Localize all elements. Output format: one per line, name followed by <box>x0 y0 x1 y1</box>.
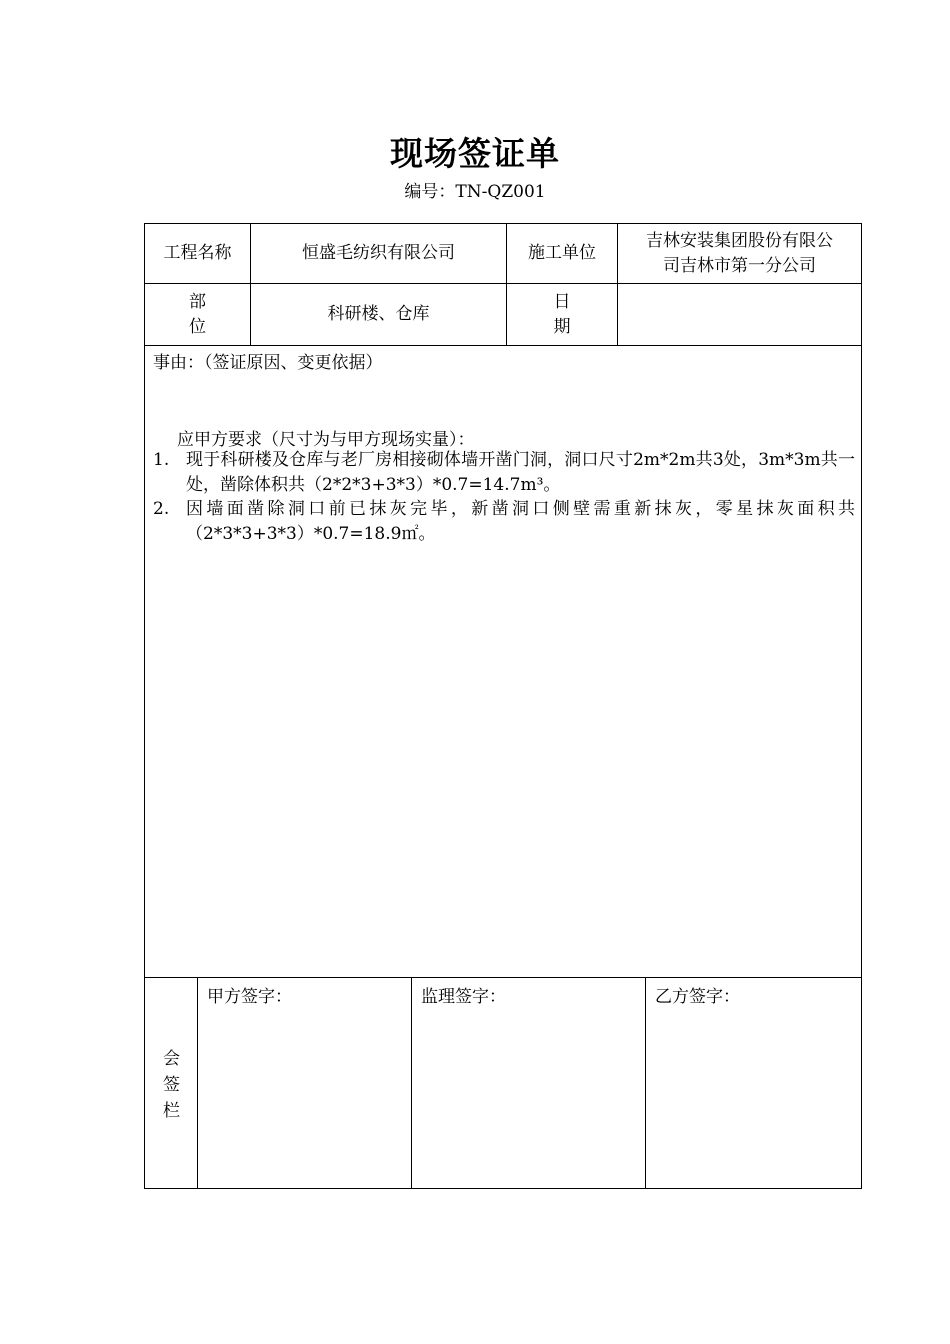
contractor-value-line1: 吉林安装集团股份有限公 <box>646 230 833 251</box>
reason-intro: 应甲方要求（尺寸为与甲方现场实量）： <box>177 430 475 450</box>
owner-signature-label: 甲方签字： <box>207 987 292 1007</box>
location-label: 部位 <box>189 291 232 337</box>
date-label: 日期 <box>553 291 597 337</box>
reason-heading: 事由：（签证原因、变更依据） <box>153 353 383 373</box>
list-item-number: 2. <box>153 499 170 519</box>
document-title: 现场签证单 <box>390 134 560 173</box>
date-value <box>618 284 861 345</box>
list-item <box>153 497 855 547</box>
list-item-text: 因墙面凿除洞口前已抹灰完毕，新凿洞口侧壁需重新抹灰，零星抹灰面积共（2*3*3+3*3）*0.7=18.9㎡。 <box>186 499 855 544</box>
contractor-signature-label: 乙方签字： <box>655 987 740 1007</box>
project-name-value: 恒盛毛纺织有限公司 <box>302 243 455 263</box>
list-item-number: 1. <box>153 450 170 470</box>
countersign-section-label: 会 签 栏 <box>163 1049 180 1121</box>
list-item-text: 现于科研楼及仓库与老厂房相接砌体墙开凿门洞，洞口尺寸2m*2m共3处，3m*3m共一处，凿除体积共（2*2*3+3*3）*0.7=14.7m³。 <box>186 450 855 495</box>
contractor-label: 施工单位 <box>528 243 596 263</box>
contractor-value-line2: 司吉林市第一分公司 <box>663 255 816 276</box>
location-value: 科研楼、仓库 <box>327 304 430 324</box>
list-item <box>153 448 855 498</box>
project-name-label: 工程名称 <box>163 243 232 263</box>
supervisor-signature-label: 监理签字： <box>421 987 506 1007</box>
document-number: 编号：TN-QZ001 <box>404 182 546 202</box>
contractor-value <box>618 224 861 283</box>
